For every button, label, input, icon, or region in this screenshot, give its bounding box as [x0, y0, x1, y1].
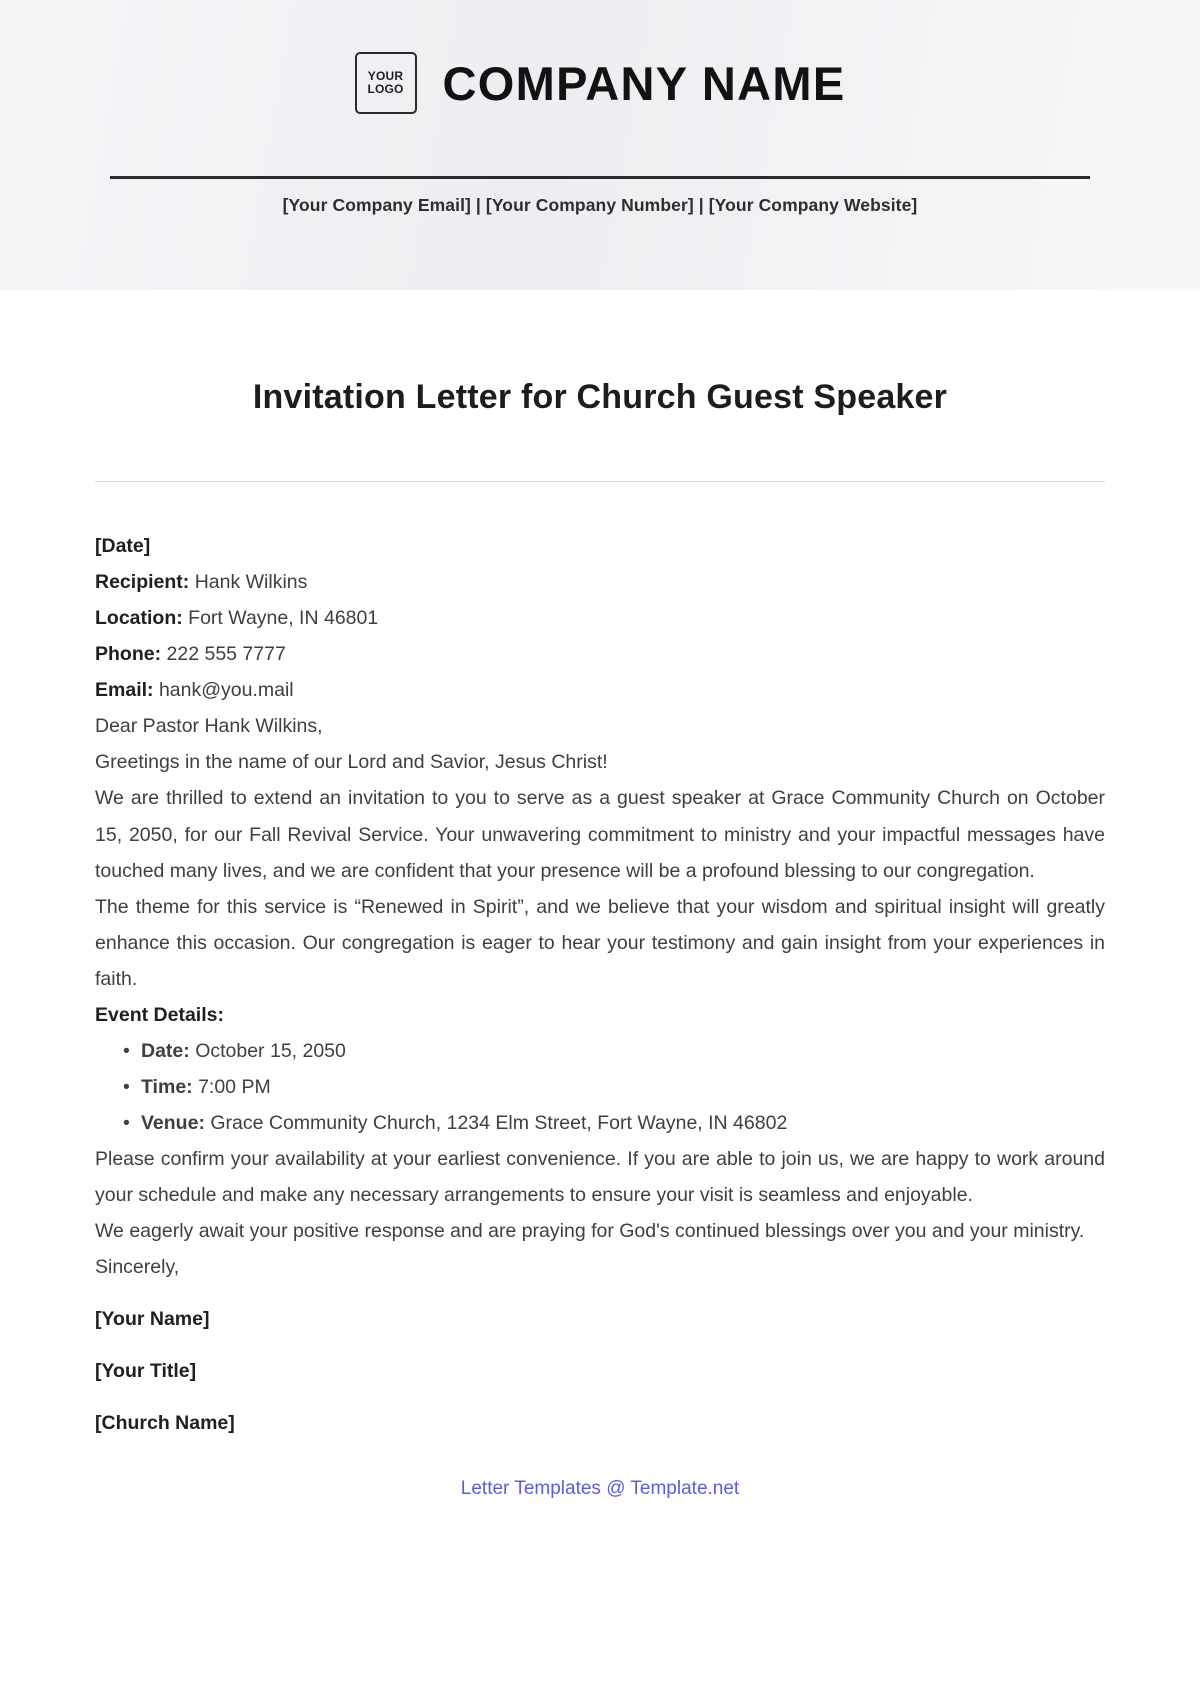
date-field: [95, 528, 1105, 564]
company-contact-line: [Your Company Email] | [Your Company Number] | [Your Company Website]: [282, 195, 918, 215]
salutation: Dear Pastor Hank Wilkins,: [95, 715, 323, 738]
logo-line-2: LOGO: [367, 82, 404, 96]
event-date-value: October 15, 2050: [195, 1039, 346, 1062]
template-net-link[interactable]: Letter Templates @ Template.net: [460, 1477, 740, 1499]
paragraph-4: We eagerly await your positive response and are praying for God's continued blessings over you and your ministry.: [95, 1220, 1085, 1243]
phone-field: [95, 636, 1105, 672]
company-name: COMPANY NAME: [442, 56, 846, 110]
signature-name: [Your Name]: [95, 1308, 210, 1331]
letterhead-header: [0, 0, 1200, 290]
event-details-list: [95, 1033, 1105, 1141]
paragraph-3: Please confirm your availability at your earliest convenience. If you are able to join us, we are happy to work around your schedule and make any necessary arrangements to ensure your visit is seamless and enjoyable.: [95, 1148, 1105, 1207]
page-footer: [0, 1442, 1200, 1522]
letter-content: [95, 290, 1105, 1442]
list-item: [141, 1069, 1105, 1105]
phone-value: 222 555 7777: [166, 643, 286, 666]
event-time-label: Time:: [141, 1075, 193, 1098]
location-field: [95, 600, 1105, 636]
page-title: Invitation Letter for Church Guest Speaker: [252, 378, 948, 416]
event-date-label: Date:: [141, 1039, 190, 1062]
email-field: [95, 672, 1105, 708]
letter-body: [95, 482, 1105, 1442]
signature-block: [95, 1301, 1105, 1441]
recipient-value: Hank Wilkins: [194, 571, 308, 594]
list-item: [141, 1105, 1105, 1141]
greeting-line: Greetings in the name of our Lord and Savior, Jesus Christ!: [95, 751, 608, 774]
event-time-value: 7:00 PM: [198, 1075, 271, 1098]
email-label: Email:: [95, 679, 154, 702]
company-logo-placeholder: [355, 52, 417, 114]
event-venue-value: Grace Community Church, 1234 Elm Street, Fort Wayne, IN 46802: [210, 1112, 788, 1134]
location-value: Fort Wayne, IN 46801: [188, 607, 379, 630]
paragraph-1: We are thrilled to extend an invitation to you to serve as a guest speaker at Grace Community Church on October 15, 2050, for our Fall Revival Service. Your unwavering commitment to ministry and your impactful messages have touched many lives, and we are confident that your presence will be a profound blessing to our congregation.: [95, 787, 1105, 882]
date-label: [Date]: [95, 535, 151, 557]
phone-label: Phone:: [95, 643, 162, 666]
signature-title: [Your Title]: [95, 1360, 197, 1383]
paragraph-2: The theme for this service is “Renewed in Spirit”, and we believe that your wisdom and spiritual insight will greatly enhance this occasion. Our congregation is eager to hear your testimony and gain insight from your experiences in faith.: [95, 895, 1105, 990]
closing-line: Sincerely,: [95, 1256, 180, 1279]
list-item: [141, 1033, 1105, 1069]
signature-organization: [Church Name]: [95, 1412, 235, 1435]
brand-row: [0, 52, 1200, 114]
logo-line-1: YOUR: [367, 69, 404, 84]
event-venue-label: Venue:: [141, 1112, 205, 1134]
location-label: Location:: [95, 607, 183, 630]
header-divider: [110, 176, 1090, 179]
recipient-field: [95, 564, 1105, 600]
recipient-label: Recipient:: [95, 571, 190, 594]
email-value: hank@you.mail: [158, 679, 294, 702]
event-details-heading: Event Details:: [95, 1003, 224, 1026]
